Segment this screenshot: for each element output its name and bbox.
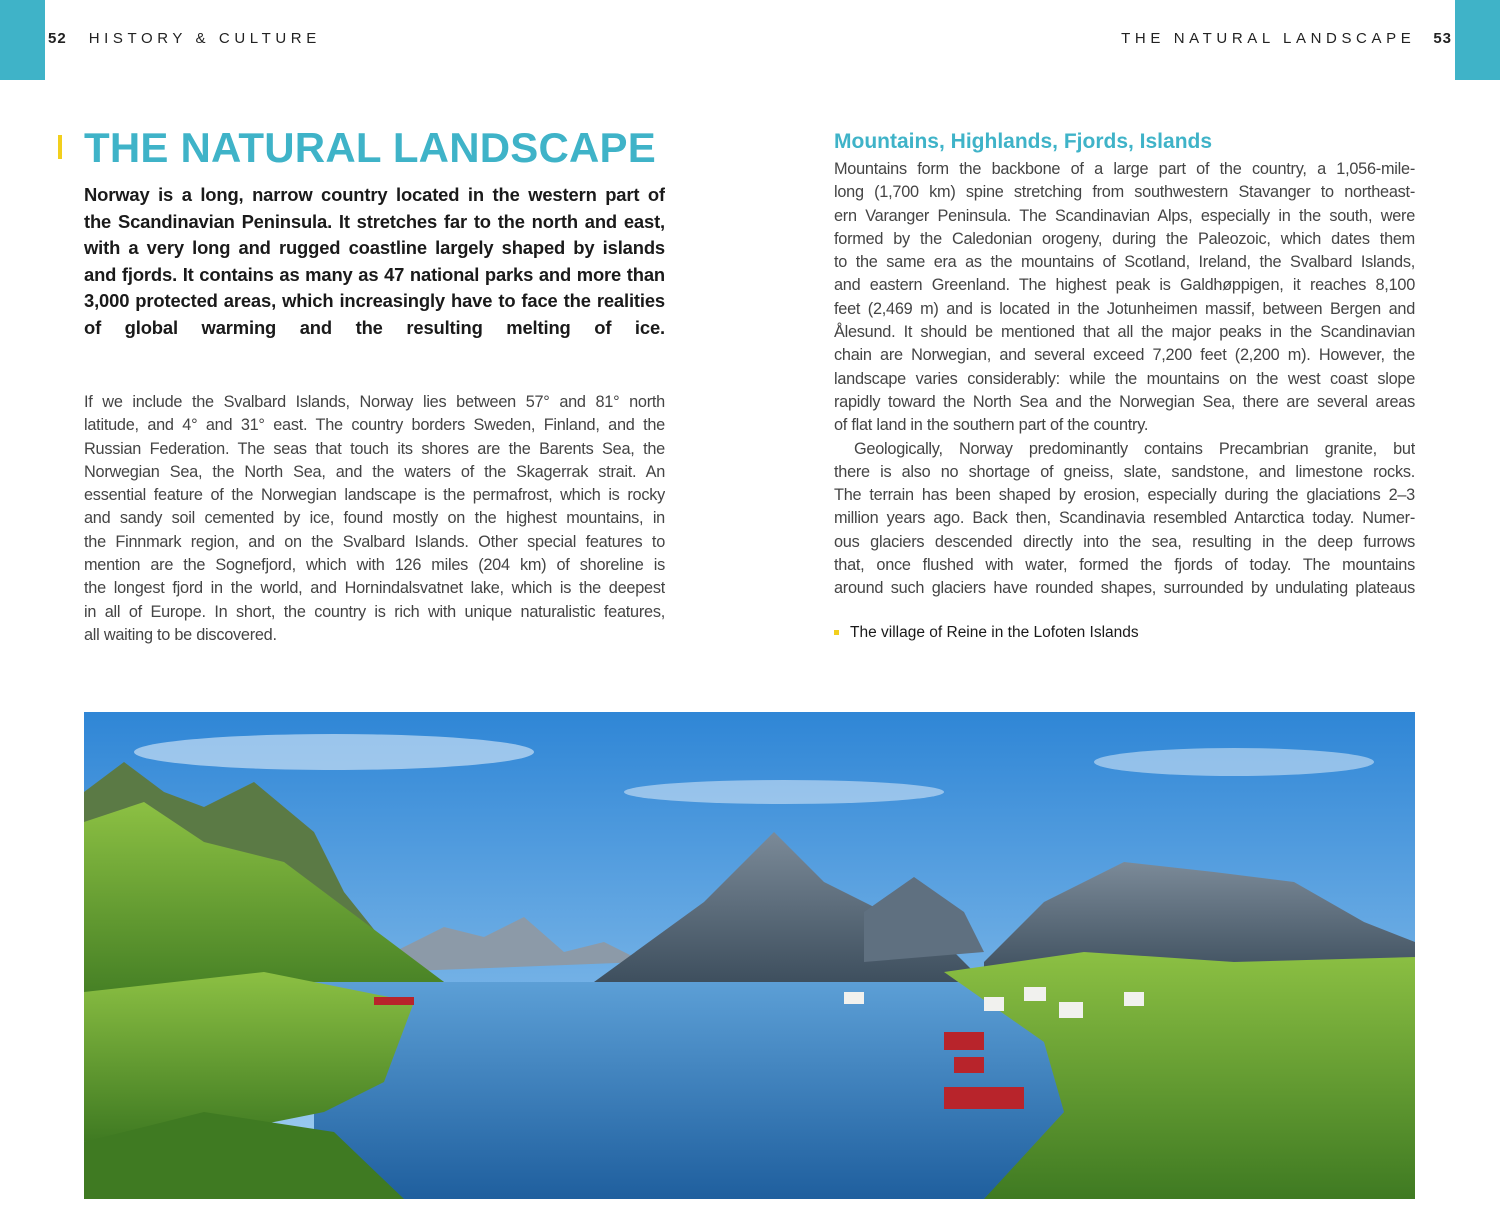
left-running-head — [48, 30, 321, 47]
photo-caption — [834, 624, 1139, 642]
body-line: around such glaciers have rounded shapes, surrounded by undulating plateaus — [834, 579, 1415, 598]
body-line: formed by the Caledonian orogeny, during the Paleozoic, which dates them — [834, 229, 1415, 248]
lead-line: with a very long and rugged coastline largely shaped by islands — [84, 237, 665, 259]
body-line: the longest fjord in the world, and Hornindalsvatnet lake, which is the deepest — [84, 579, 665, 598]
body-line: to the same era as the mountains of Scotland, Ireland, the Svalbard Islands, — [834, 253, 1415, 272]
body-line: ous glaciers descended directly into the sea, resulting in the deep furrows — [834, 532, 1415, 551]
left-running-head-text: HISTORY & CULTURE — [88, 30, 321, 47]
body-line: rapidly toward the North Sea and the Norwegian Sea, there are several areas — [834, 392, 1415, 411]
body-line: landscape varies considerably: while the mountains on the west coast slope — [834, 369, 1415, 388]
right-page-tab — [1455, 0, 1500, 80]
body-line: mention are the Sognefjord, which with 126 miles (204 km) of shoreline is — [84, 556, 665, 575]
left-page-number: 52 — [48, 30, 67, 47]
right-running-head — [1121, 30, 1452, 47]
body-line: of flat land in the southern part of the country. — [834, 416, 1149, 435]
caption-bullet-icon — [834, 630, 839, 635]
page-title: THE NATURAL LANDSCAPE — [84, 124, 656, 171]
lead-line: 3,000 protected areas, which increasingly have to face the realities — [84, 290, 665, 312]
lead-line: Norway is a long, narrow country located in the western part of — [84, 184, 665, 205]
body-line: long (1,700 km) spine stretching from southwestern Stavanger to northeast- — [834, 183, 1415, 202]
body-line: in all of Europe. In short, the country is rich with unique naturalistic features, — [84, 602, 665, 621]
body-line: feet (2,469 m) and is located in the Jotunheimen massif, between Bergen and — [834, 299, 1415, 318]
left-body-text — [84, 391, 665, 647]
reine-landscape-photo — [84, 712, 1415, 1199]
left-page-tab — [0, 0, 45, 80]
right-body-text — [834, 158, 1415, 601]
body-line: Ålesund. It should be mentioned that all the major peaks in the Scandinavian — [834, 323, 1415, 342]
body-line: and eastern Greenland. The highest peak is Galdhøppigen, it reaches 8,100 — [834, 276, 1415, 295]
body-line: essential feature of the Norwegian landscape is the permafrost, which is rocky — [84, 486, 665, 505]
lead-line: of global warming and the resulting melting of ice. — [84, 316, 665, 338]
section-subhead: Mountains, Highlands, Fjords, Islands — [834, 130, 1213, 153]
body-line: Norwegian Sea, the North Sea, and the waters of the Skagerrak strait. An — [84, 462, 665, 481]
body-line: The terrain has been shaped by erosion, especially during the glaciations 2–3 — [834, 486, 1415, 505]
body-line: If we include the Svalbard Islands, Norway lies between 57° and 81° north — [84, 393, 665, 411]
body-line: Mountains form the backbone of a large part of the country, a 1,056-mile- — [834, 160, 1415, 178]
body-line: million years ago. Back then, Scandinavia resembled Antarctica today. Numer- — [834, 509, 1415, 528]
body-line: ern Varanger Peninsula. The Scandinavian Alps, especially in the south, were — [834, 206, 1415, 225]
right-running-head-text: THE NATURAL LANDSCAPE — [1121, 30, 1416, 47]
body-line: there is also no shortage of gneiss, slate, sandstone, and limestone rocks. — [834, 462, 1415, 481]
body-line: all waiting to be discovered. — [84, 625, 277, 644]
body-line: chain are Norwegian, and several exceed 7,200 feet (2,200 m). However, the — [834, 346, 1415, 365]
right-page-number: 53 — [1433, 30, 1452, 47]
body-line: and sandy soil cemented by ice, found mostly on the highest mountains, in — [84, 509, 665, 528]
body-line: Russian Federation. The seas that touch its shores are the Barents Sea, the — [84, 439, 665, 458]
body-line: the Finnmark region, and on the Svalbard Islands. Other special features to — [84, 532, 665, 551]
caption-text: The village of Reine in the Lofoten Islands — [850, 624, 1139, 641]
body-line: latitude, and 4° and 31° east. The country borders Sweden, Finland, and the — [84, 416, 665, 435]
body-line: Geologically, Norway predominantly contains Precambrian granite, but — [854, 439, 1415, 458]
lead-line: the Scandinavian Peninsula. It stretches far to the north and east, — [84, 210, 665, 232]
title-marker — [58, 135, 62, 159]
lead-paragraph — [84, 182, 665, 342]
body-line: that, once flushed with water, formed the fjords of today. The mountains — [834, 556, 1415, 575]
lead-line: and fjords. It contains as many as 47 national parks and more than — [84, 263, 665, 285]
